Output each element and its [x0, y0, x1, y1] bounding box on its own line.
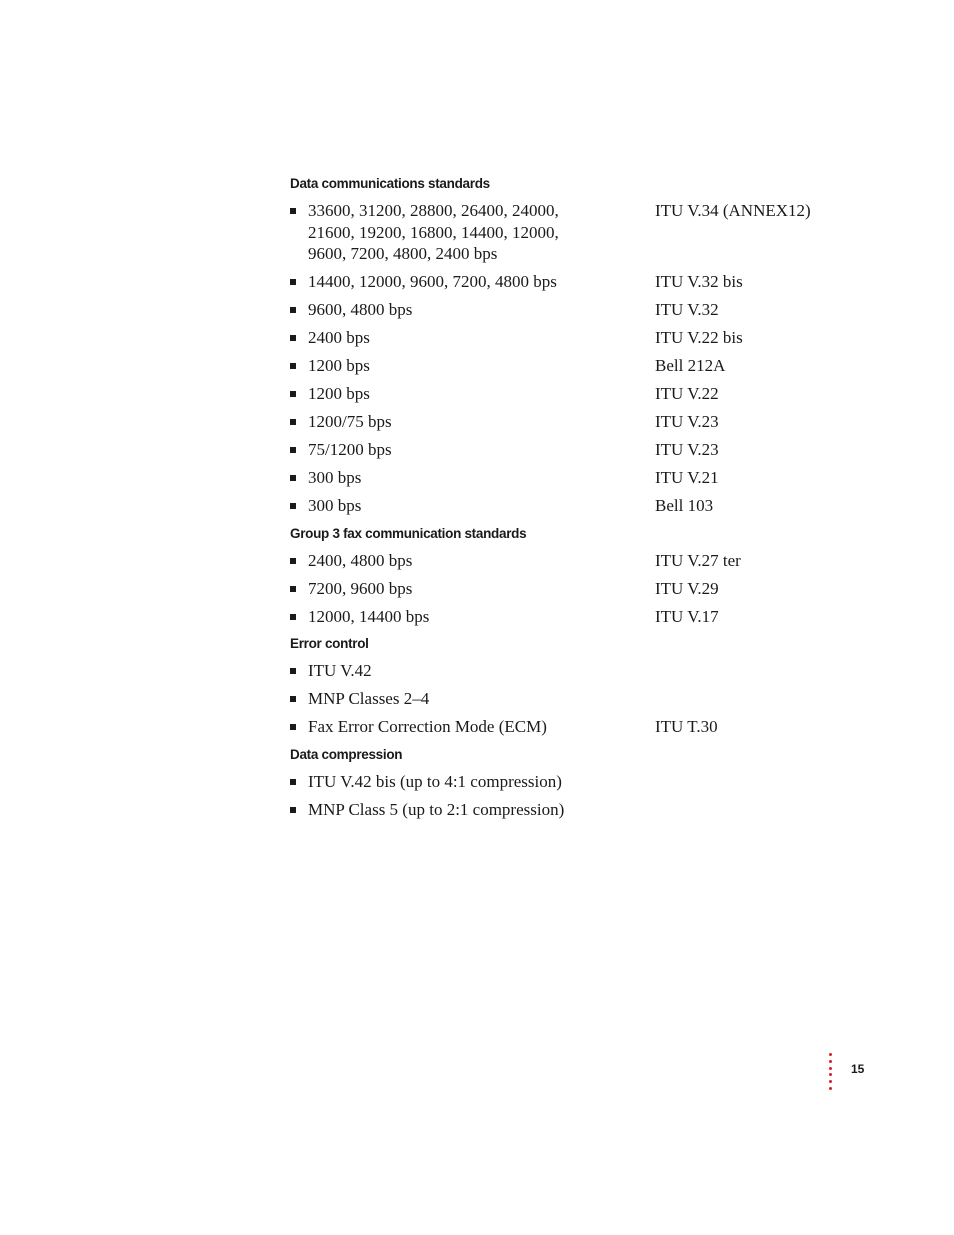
- page-marker-dots: [829, 1053, 833, 1094]
- bullet-icon: [290, 447, 296, 453]
- item-label: 2400 bps: [308, 328, 370, 347]
- list-item: [290, 799, 850, 821]
- bullet-icon: [290, 614, 296, 620]
- item-standard: ITU V.29: [655, 578, 719, 598]
- section-heading: Error control: [290, 636, 369, 651]
- item-standard: ITU T.30: [655, 717, 718, 736]
- bullet-icon: [290, 363, 296, 369]
- section-data-compression: [290, 746, 850, 821]
- bullet-icon: [290, 307, 296, 313]
- item-standard: ITU V.34 (ANNEX12): [655, 201, 811, 220]
- marker-dot: [829, 1053, 832, 1056]
- item-label: ITU V.42 bis (up to 4:1 compression): [308, 771, 562, 791]
- item-label: 9600, 4800 bps: [308, 300, 413, 319]
- section-fax-standards: [290, 525, 850, 628]
- bullet-icon: [290, 668, 296, 674]
- item-label: 7200, 9600 bps: [308, 578, 413, 598]
- list-item: [290, 578, 850, 600]
- list-item: [290, 200, 850, 265]
- item-label: Fax Error Correction Mode (ECM): [308, 717, 547, 736]
- list-item: [290, 660, 850, 682]
- section-error-control: [290, 635, 850, 738]
- spec-content: [290, 175, 850, 828]
- list-item: [290, 299, 850, 321]
- item-label: 1200 bps: [308, 356, 370, 375]
- item-standard: ITU V.17: [655, 606, 719, 626]
- item-label: 300 bps: [308, 468, 362, 487]
- bullet-icon: [290, 807, 296, 813]
- bullet-icon: [290, 391, 296, 397]
- item-label: 75/1200 bps: [308, 440, 392, 459]
- page-number: 15: [851, 1062, 865, 1076]
- list-item: [290, 606, 850, 628]
- item-label: 2400, 4800 bps: [308, 550, 413, 570]
- section-heading: Data communications standards: [290, 176, 490, 191]
- bullet-icon: [290, 419, 296, 425]
- list-item: [290, 327, 850, 349]
- item-label: 300 bps: [308, 496, 362, 515]
- item-label: 14400, 12000, 9600, 7200, 4800 bps: [308, 272, 557, 291]
- bullet-icon: [290, 696, 296, 702]
- bullet-icon: [290, 586, 296, 592]
- item-label: 33600, 31200, 28800, 26400, 24000, 21600, 19200, 16800, 14400, 12000, 9600, 7200, 4800, 2400 bps: [308, 201, 559, 263]
- list-item: [290, 771, 850, 793]
- list-item: [290, 271, 850, 293]
- marker-dot: [829, 1067, 832, 1070]
- item-label: MNP Classes 2–4: [308, 689, 430, 708]
- list-item: [290, 550, 850, 572]
- section-heading: Data compression: [290, 746, 403, 762]
- item-standard: ITU V.22: [655, 384, 719, 403]
- list-item: [290, 439, 850, 461]
- list-item: [290, 716, 850, 738]
- list-item: [290, 495, 850, 517]
- item-label: ITU V.42: [308, 661, 372, 680]
- item-standard: ITU V.23: [655, 440, 719, 459]
- item-standard: ITU V.32: [655, 300, 719, 319]
- item-label: 1200/75 bps: [308, 412, 392, 431]
- marker-dot: [829, 1060, 832, 1063]
- item-label: 12000, 14400 bps: [308, 606, 430, 626]
- item-standard: Bell 103: [655, 496, 714, 515]
- item-standard: ITU V.22 bis: [655, 328, 743, 347]
- list-item: [290, 467, 850, 489]
- item-standard: Bell 212A: [655, 356, 726, 375]
- section-data-communications: [290, 175, 850, 517]
- list-item: [290, 383, 850, 405]
- bullet-icon: [290, 724, 296, 730]
- bullet-icon: [290, 335, 296, 341]
- marker-dot: [829, 1087, 832, 1090]
- item-standard: ITU V.21: [655, 468, 719, 487]
- section-heading: Group 3 fax communication standards: [290, 525, 527, 541]
- bullet-icon: [290, 503, 296, 509]
- bullet-icon: [290, 279, 296, 285]
- item-standard: ITU V.32 bis: [655, 272, 743, 291]
- list-item: [290, 688, 850, 710]
- bullet-icon: [290, 558, 296, 564]
- bullet-icon: [290, 779, 296, 785]
- list-item: [290, 411, 850, 433]
- item-label: MNP Class 5 (up to 2:1 compression): [308, 799, 565, 819]
- item-standard: ITU V.23: [655, 412, 719, 431]
- list-item: [290, 355, 850, 377]
- bullet-icon: [290, 475, 296, 481]
- marker-dot: [829, 1080, 832, 1083]
- marker-dot: [829, 1073, 832, 1076]
- bullet-icon: [290, 208, 296, 214]
- item-standard: ITU V.27 ter: [655, 550, 741, 570]
- item-label: 1200 bps: [308, 384, 370, 403]
